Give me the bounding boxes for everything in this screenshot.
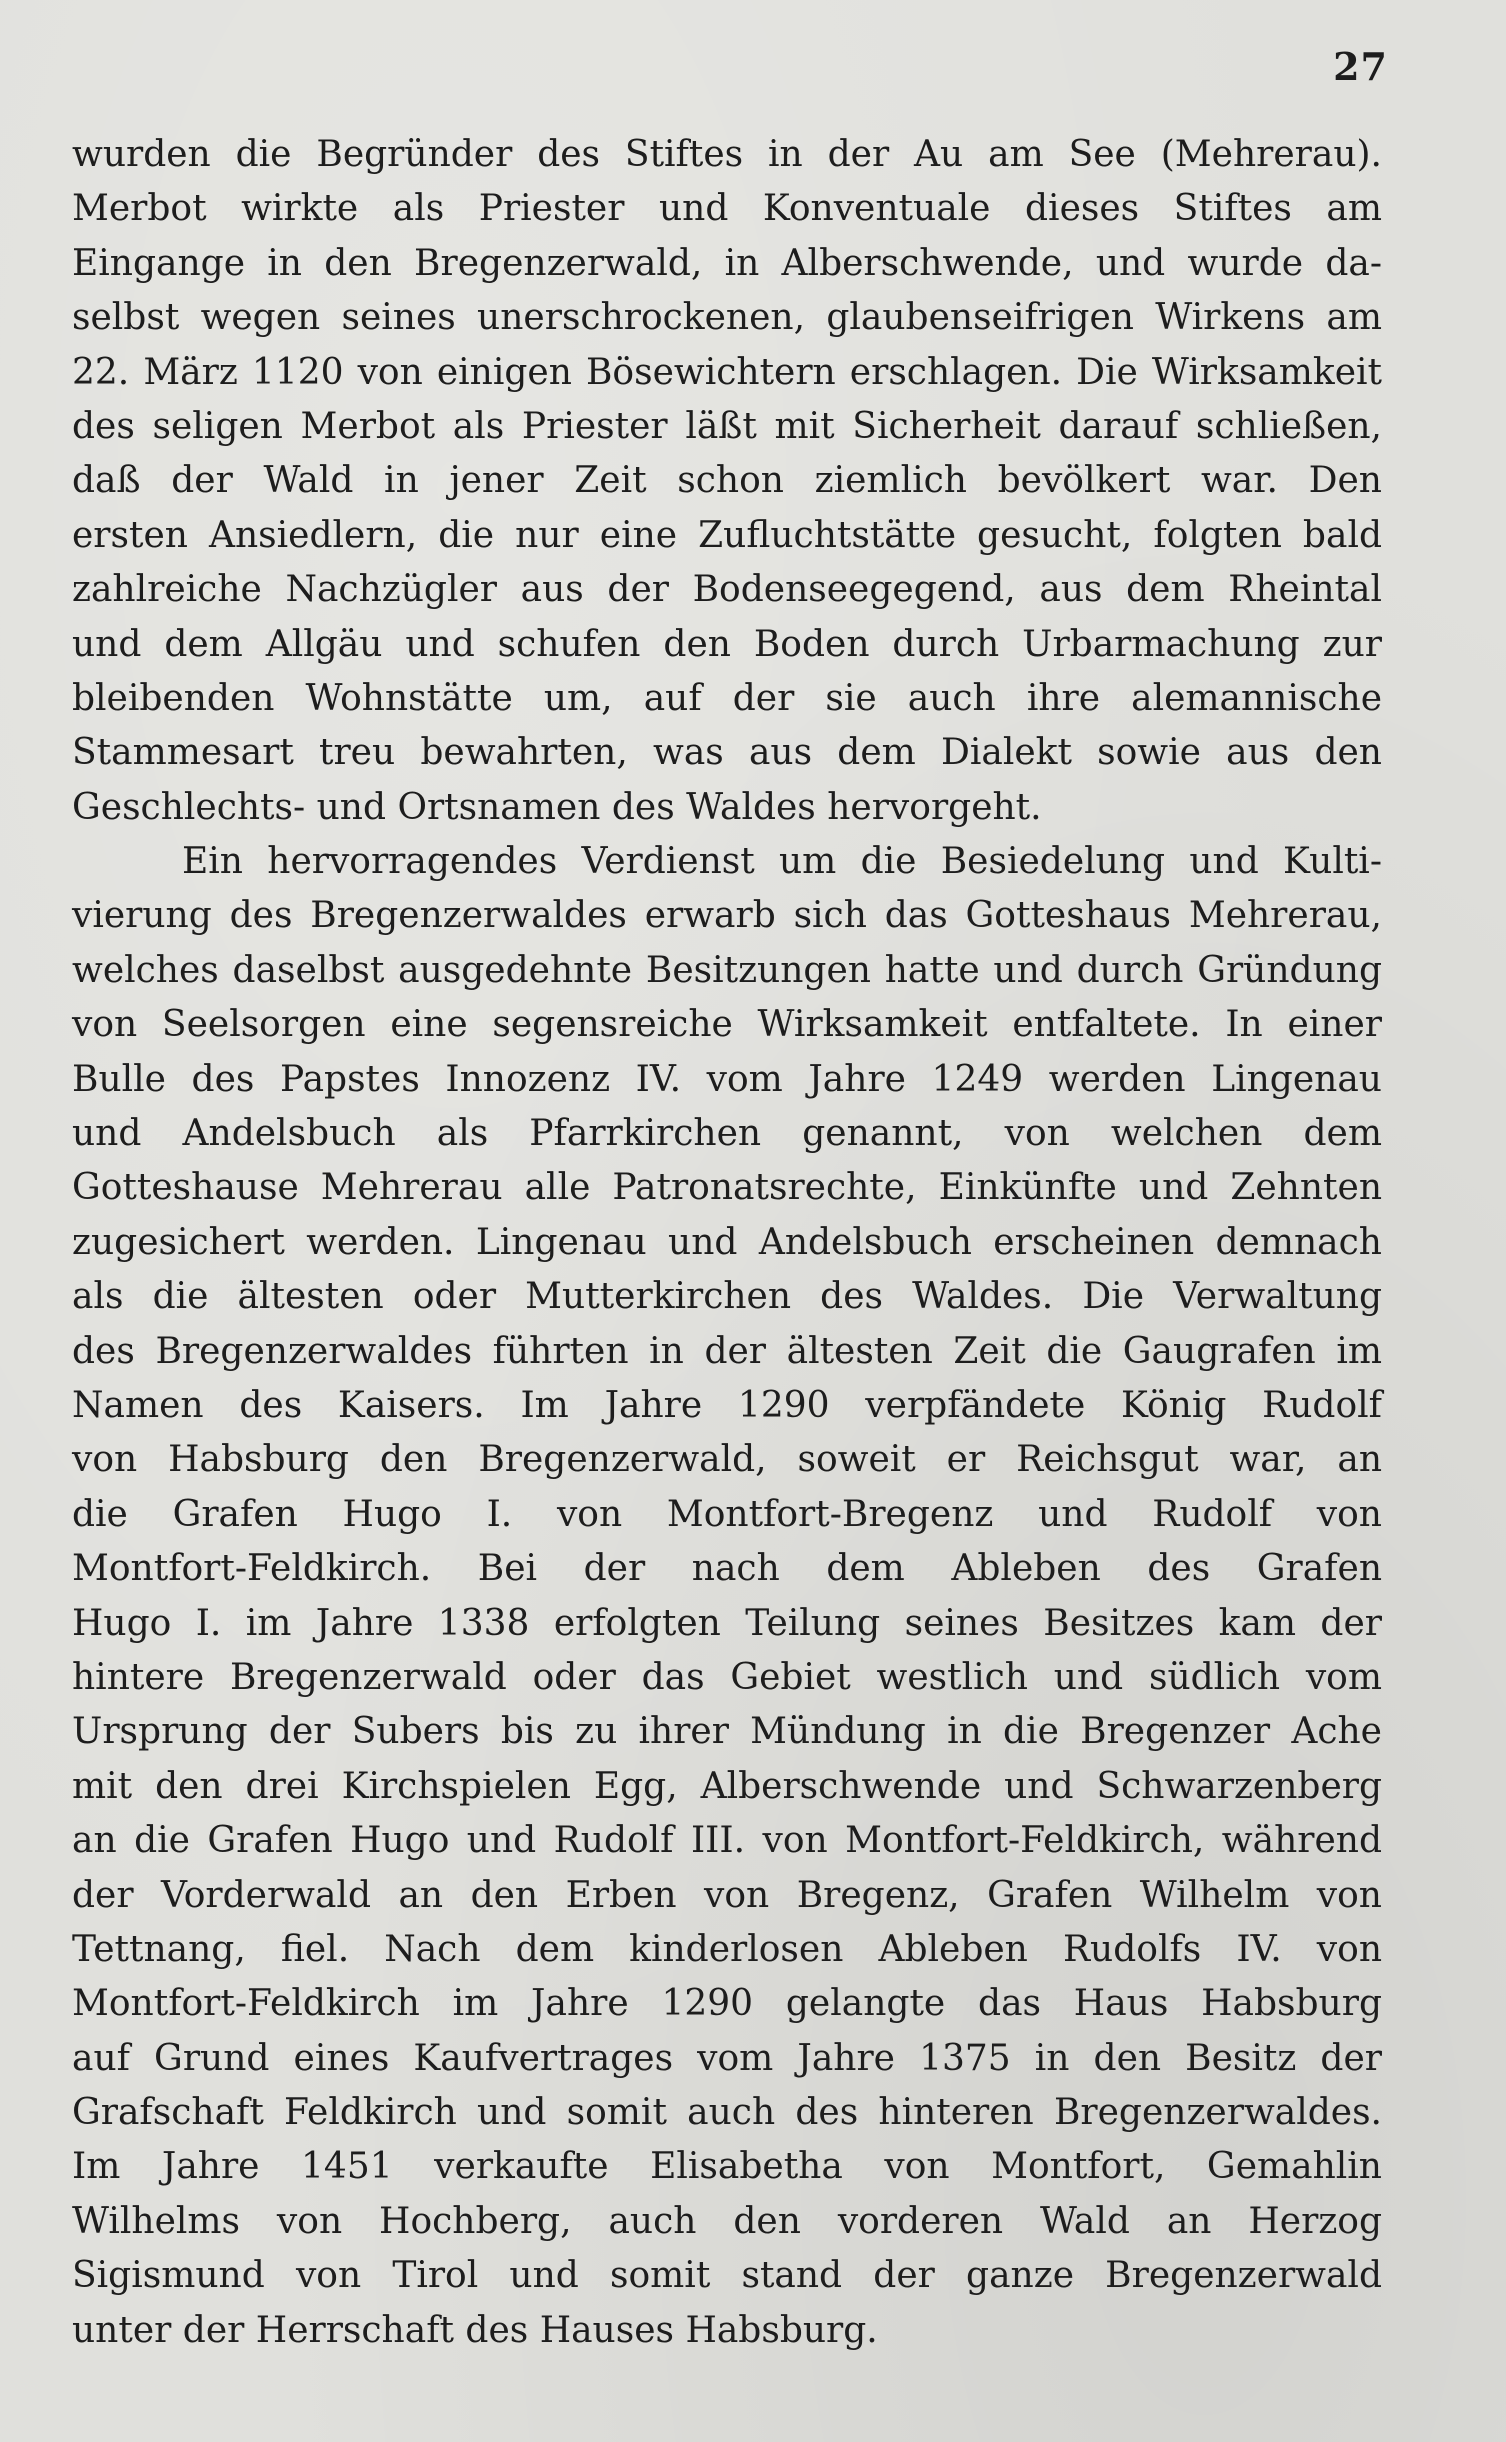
- text-line: Im Jahre 1451 verkaufte Elisabetha von Montfort, Gemahlin: [72, 2146, 1382, 2188]
- text-line: mit den drei Kirchspielen Egg, Alberschwende und Schwarzenberg: [72, 1765, 1382, 1807]
- text-line: Gotteshause Mehrerau alle Patronatsrechte, Einkünfte und Zehnten: [72, 1167, 1382, 1209]
- text-line: Stammesart treu bewahrten, was aus dem Dialekt sowie aus den: [72, 732, 1382, 774]
- text-line: ersten Ansiedlern, die nur eine Zufluchtstätte gesucht, folgten bald: [72, 514, 1382, 556]
- text-line: Merbot wirkte als Priester und Konventuale dieses Stiftes am: [72, 188, 1382, 230]
- text-line: Eingange in den Bregenzerwald, in Alberschwende, und wurde da-: [72, 242, 1382, 284]
- text-line: Grafschaft Feldkirch und somit auch des hinteren Bregenzerwaldes.: [72, 2092, 1382, 2134]
- text-line: Montfort-Feldkirch im Jahre 1290 gelangte das Haus Habsburg: [72, 1983, 1382, 2025]
- text-line: auf Grund eines Kaufvertrages vom Jahre 1375 in den Besitz der: [72, 2037, 1382, 2079]
- paragraph-start-line: Ein hervorragendes Verdienst um die Besiedelung und Kulti-: [182, 841, 1382, 883]
- paragraph-end-line: Geschlechts- und Ortsnamen des Waldes hervorgeht.: [72, 786, 1042, 828]
- text-line: vierung des Bregenzerwaldes erwarb sich das Gotteshaus Mehrerau,: [72, 895, 1382, 937]
- text-line: wurden die Begründer des Stiftes in der Au am See (Mehrerau).: [72, 134, 1382, 175]
- text-line: Ursprung der Subers bis zu ihrer Mündung in die Bregenzer Ache: [72, 1711, 1382, 1753]
- text-line: von Habsburg den Bregenzerwald, soweit er Reichsgut war, an: [72, 1439, 1382, 1481]
- text-line: Montfort-Feldkirch. Bei der nach dem Ableben des Grafen: [72, 1548, 1382, 1590]
- text-line: zahlreiche Nachzügler aus der Bodenseegegend, aus dem Rheintal: [72, 569, 1382, 611]
- text-line: Hugo I. im Jahre 1338 erfolgten Teilung seines Besitzes kam der: [72, 1602, 1382, 1644]
- text-line: zugesichert werden. Lingenau und Andelsbuch erscheinen demnach: [72, 1221, 1382, 1263]
- text-line: Tettnang, fiel. Nach dem kinderlosen Ableben Rudolfs IV. von: [72, 1928, 1382, 1970]
- text-line: welches daselbst ausgedehnte Besitzungen hatte und durch Gründung: [72, 949, 1382, 991]
- text-line: des seligen Merbot als Priester läßt mit Sicherheit darauf schließen,: [72, 405, 1382, 447]
- text-line: die Grafen Hugo I. von Montfort-Bregenz und Rudolf von: [72, 1493, 1382, 1535]
- text-line: Namen des Kaisers. Im Jahre 1290 verpfändete König Rudolf: [72, 1384, 1382, 1426]
- paragraph-end-line: unter der Herrschaft des Hauses Habsburg.: [72, 2309, 878, 2351]
- text-line: hintere Bregenzerwald oder das Gebiet westlich und südlich vom: [72, 1656, 1382, 1698]
- text-line: 22. März 1120 von einigen Bösewichtern erschlagen. Die Wirksamkeit: [72, 351, 1382, 393]
- text-line: Wilhelms von Hochberg, auch den vorderen Wald an Herzog: [72, 2200, 1382, 2242]
- text-line: Sigismund von Tirol und somit stand der ganze Bregenzerwald: [72, 2255, 1382, 2297]
- text-line: als die ältesten oder Mutterkirchen des Waldes. Die Verwaltung: [72, 1276, 1382, 1318]
- text-line: und Andelsbuch als Pfarrkirchen genannt, von welchen dem: [72, 1113, 1382, 1155]
- body-text: [72, 128, 1382, 2358]
- text-line: des Bregenzerwaldes führten in der ältesten Zeit die Gaugrafen im: [72, 1330, 1382, 1372]
- text-line: an die Grafen Hugo und Rudolf III. von Montfort-Feldkirch, während: [72, 1820, 1382, 1862]
- text-line: daß der Wald in jener Zeit schon ziemlich bevölkert war. Den: [72, 460, 1382, 502]
- text-line: und dem Allgäu und schufen den Boden durch Urbarmachung zur: [72, 623, 1382, 665]
- text-line: Bulle des Papstes Innozenz IV. vom Jahre 1249 werden Lingenau: [72, 1058, 1382, 1100]
- page-number: 27: [1333, 44, 1388, 89]
- text-line: von Seelsorgen eine segensreiche Wirksamkeit entfaltete. In einer: [72, 1004, 1382, 1046]
- text-line: bleibenden Wohnstätte um, auf der sie auch ihre alemannische: [72, 677, 1382, 719]
- text-line: selbst wegen seines unerschrockenen, glaubenseifrigen Wirkens am: [72, 297, 1382, 339]
- text-line: der Vorderwald an den Erben von Bregenz, Grafen Wilhelm von: [72, 1874, 1382, 1916]
